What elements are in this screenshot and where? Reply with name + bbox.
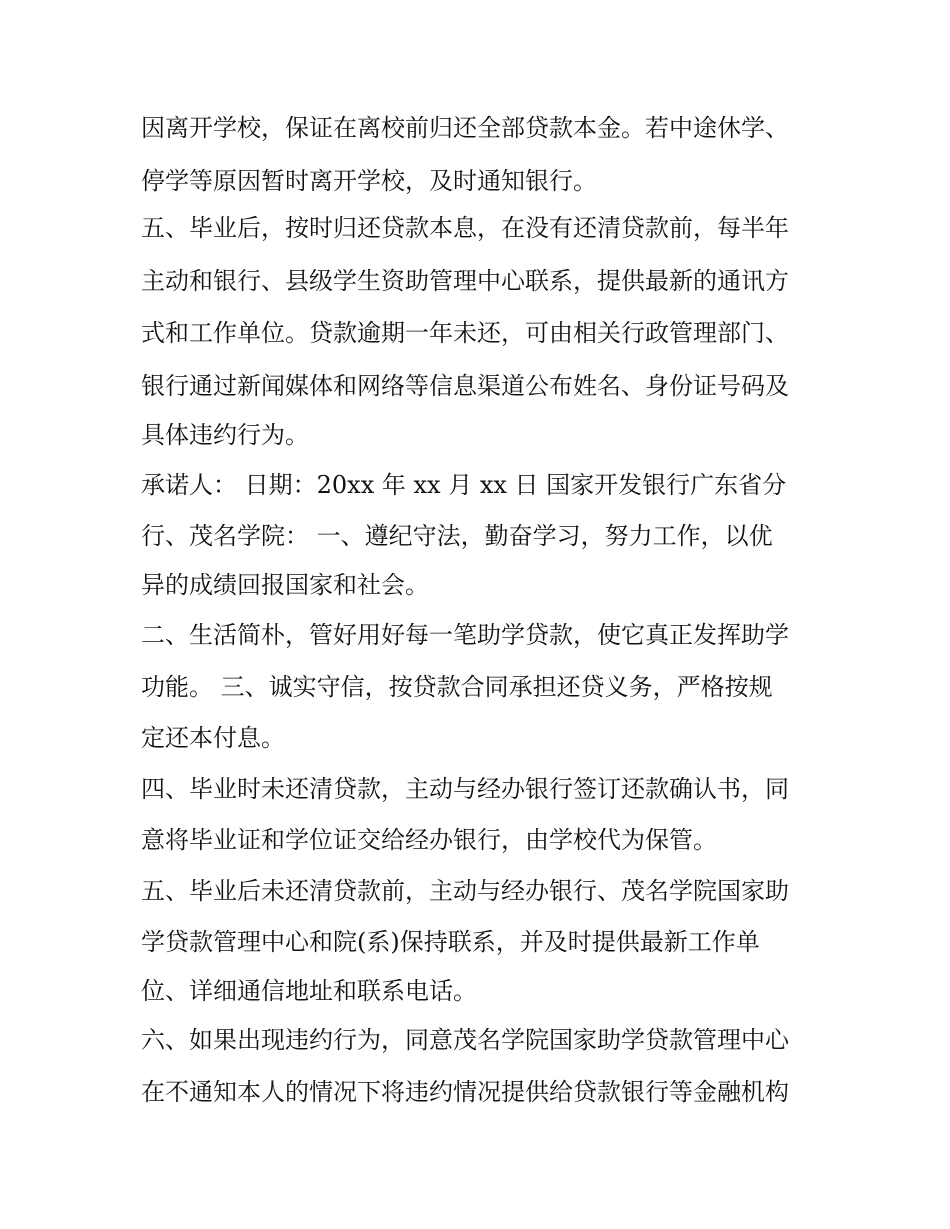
text-line: 行、茂名学院： 一、遵纪守法，勤奋学习，努力工作，以优 bbox=[141, 522, 773, 550]
text-line: 银行通过新闻媒体和网络等信息渠道公布姓名、身份证号码及 bbox=[141, 372, 789, 400]
text-line: 具体违约行为。 bbox=[141, 421, 309, 449]
text-line: 在不通知本人的情况下将违约情况提供给贷款银行等金融机构 bbox=[141, 1078, 789, 1106]
text-line: 意将毕业证和学位证交给经办银行，由学校代为保管。 bbox=[141, 826, 717, 854]
text-line: 停学等原因暂时离开学校，及时通知银行。 bbox=[141, 167, 597, 195]
text-line: 异的成绩回报国家和社会。 bbox=[141, 571, 429, 599]
text-line: 承诺人： 日期：20xx 年 xx 月 xx 日 国家开发银行广东省分 bbox=[141, 471, 787, 499]
text-line: 因离开学校，保证在离校前归还全部贷款本金。若中途休学、 bbox=[141, 114, 789, 142]
text-line: 五、毕业后未还清贷款前，主动与经办银行、茂名学院国家助 bbox=[141, 877, 789, 905]
text-line: 主动和银行、县级学生资助管理中心联系，提供最新的通讯方 bbox=[141, 267, 789, 295]
text-line: 位、详细通信地址和联系电话。 bbox=[141, 977, 477, 1005]
text-line: 功能。 三、诚实守信，按贷款合同承担还贷义务，严格按规 bbox=[141, 673, 773, 701]
text-line: 式和工作单位。贷款逾期一年未还，可由相关行政管理部门、 bbox=[141, 319, 789, 347]
text-line: 定还本付息。 bbox=[141, 724, 285, 752]
text-line: 五、毕业后，按时归还贷款本息，在没有还清贷款前，每半年 bbox=[141, 214, 789, 242]
text-line: 学贷款管理中心和院(系)保持联系，并及时提供最新工作单 bbox=[141, 928, 760, 956]
text-line: 二、生活简朴，管好用好每一笔助学贷款，使它真正发挥助学 bbox=[141, 621, 789, 649]
text-line: 六、如果出现违约行为，同意茂名学院国家助学贷款管理中心 bbox=[141, 1026, 789, 1054]
text-line: 四、毕业时未还清贷款，主动与经办银行签订还款确认书，同 bbox=[141, 775, 789, 803]
